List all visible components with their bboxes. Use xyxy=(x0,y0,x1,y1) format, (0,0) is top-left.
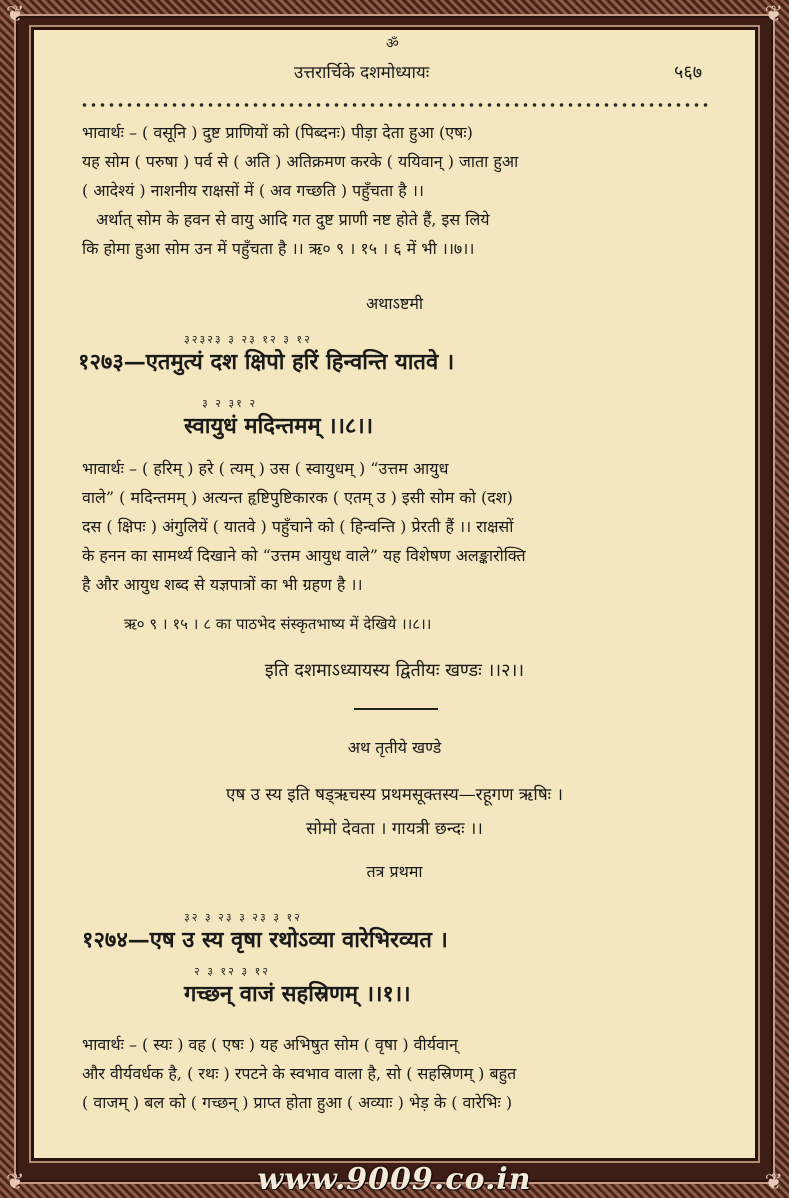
sukta-intro: सोमो देवता । गायत्री छन्दः ।। xyxy=(306,819,483,839)
page-header xyxy=(34,36,755,90)
sukta-intro: एष उ स्य इति षड्ऋचस्य प्रथमसूक्तस्य—रहूगण ऋषिः । xyxy=(226,785,563,805)
scroll-ornament-icon: ❦ xyxy=(6,1170,25,1195)
top-mark: ॐ xyxy=(386,36,399,52)
sub-heading: तत्र प्रथमा xyxy=(366,862,423,881)
mantra-line: स्वायुधं मदिन्तमम् ।।८।। xyxy=(184,413,374,439)
footer xyxy=(0,1162,789,1198)
mantra-line: १२७४—एष उ स्य वृषा रथोऽव्या वारेभिरव्यत । xyxy=(82,927,448,953)
commentary-block-2 xyxy=(82,454,712,599)
svara-marks: ३२ ३ २३ ३ २३ ३ १२ xyxy=(184,911,302,924)
text-line: भावार्थः – ( वसूनि ) दुष्ट प्राणियों को (पिब्दनः) पीड़ा देता हुआ (एषः) xyxy=(82,123,473,142)
mantra-line: १२७३—एतमुत्यं दश क्षिपो हरिं हिन्वन्ति यातवे । xyxy=(78,349,455,375)
chapter-title: उत्तरार्चिके दशमोध्यायः xyxy=(294,63,430,83)
text-line: अर्थात् सोम के हवन से वायु आदि गत दुष्ट प्राणी नष्ट होते हैं, इस लिये xyxy=(96,210,490,229)
page-number: ५६७ xyxy=(674,62,703,83)
ornament-rule xyxy=(80,102,712,108)
website-url[interactable]: www.9009.co.in xyxy=(257,1162,532,1197)
section-heading: अथ तृतीये खण्डे xyxy=(347,738,442,757)
text-line: ( आदेश्यं ) नाशनीय राक्षसों में ( अव गच्छति ) पहुँचता है ।। xyxy=(82,181,424,200)
svara-marks: २ ३ १२ ३ १२ xyxy=(194,965,271,978)
book-page xyxy=(34,30,755,1158)
text-line: के हनन का सामर्थ्य दिखाने को “उत्तम आयुध वाले” यह विशेषण अलङ्कारोक्ति xyxy=(82,546,526,565)
commentary-block-1 xyxy=(82,118,712,263)
mantra-line: गच्छन् वाजं सहस्रिणम् ।।१।। xyxy=(184,981,411,1007)
commentary-block-3 xyxy=(82,1030,712,1117)
scroll-ornament-icon: ❦ xyxy=(764,2,783,27)
text-line: दस ( क्षिपः ) अंगुलियें ( यातवे ) पहुँचाने को ( हिन्वन्ति ) प्रेरती हैं ।। राक्षसों xyxy=(82,517,514,536)
text-line: वाले” ( मदिन्तमम् ) अत्यन्त हृष्टिपुष्टिकारक ( एतम् उ ) इसी सोम को (दश) xyxy=(82,488,513,507)
text-line: यह सोम ( परुषा ) पर्व से ( अति ) अतिक्रमण करके ( ययिवान् ) जाता हुआ xyxy=(82,152,519,171)
text-line: कि होमा हुआ सोम उन में पहुँचता है ।। ऋ० ९ । १५ । ६ में भी ।।७।। xyxy=(82,239,475,258)
section-heading: अथाऽष्टमी xyxy=(365,294,424,313)
text-line: ( वाजम् ) बल को ( गच्छन् ) प्राप्त होता हुआ ( अव्याः ) भेड़ के ( वारेभिः ) xyxy=(82,1093,513,1112)
svara-marks: ३२३२३ ३ २३ १२ ३ १२ xyxy=(184,333,312,346)
svara-marks: ३ २ ३१ २ xyxy=(202,397,258,410)
scroll-ornament-icon: ❦ xyxy=(6,2,25,27)
text-line: और वीर्यवर्धक है, ( रथः ) रपटने के स्वभाव वाला है, सो ( सहस्रिणम् ) बहुत xyxy=(82,1064,517,1083)
scroll-ornament-icon: ❦ xyxy=(764,1170,783,1195)
text-line: भावार्थः – ( हरिम् ) हरे ( त्यम् ) उस ( स्वायुधम् ) “उत्तम आयुध xyxy=(82,459,449,478)
reference-note: ऋ० ९ । १५ । ८ का पाठभेद संस्कृतभाष्य में देखिये ।।८।। xyxy=(124,615,432,633)
section-closing: इति दशमाऽध्यायस्य द्वितीयः खण्डः ।।२।। xyxy=(264,660,525,681)
text-line: भावार्थः – ( स्यः ) वह ( एषः ) यह अभिषुत सोम ( वृषा ) वीर्यवान् xyxy=(82,1035,458,1054)
divider xyxy=(354,708,438,710)
text-line: है और आयुध शब्द से यज्ञपात्रों का भी ग्रहण है ।। xyxy=(82,575,363,594)
